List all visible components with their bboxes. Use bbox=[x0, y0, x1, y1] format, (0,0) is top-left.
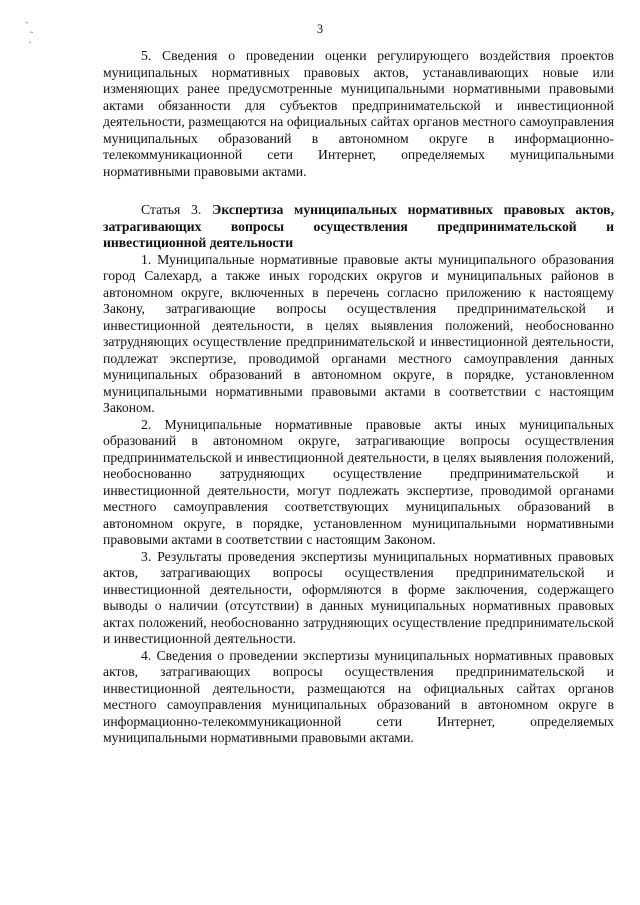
page-number: 3 bbox=[316, 22, 324, 36]
paragraph-5: 5. Сведения о проведении оценки регулирующего воздействия проектов муниципальных нормативных правовых актов, устанавливающих новые или изменяющих ранее предусмотренные муниципальными нормативными правовыми актами обязанности для субъектов предпринимательской и инвестиционной деятельности, размещаются на официальных сайтах органов местного самоуправления муниципальных образований в автономном округе в информационно-телекоммуникационной сети Интернет, определяемых муниципальными нормативными правовыми актами. bbox=[103, 48, 614, 179]
article-paragraph-2: 2. Муниципальные нормативные правовые акты иных муниципальных образований в автономном округе, затрагивающие вопросы осуществления предпринимательской и инвестиционной деятельности, в целях выявления положений, необоснованно затрудняющих осуществление предпринимательской и инвестиционной деятельности, могут подлежать экспертизе, проводимой органами местного самоуправления соответствующих муниципальных образований в автономном округе, в порядке, установленном муниципальными нормативными правовыми актами в соответствии с настоящим Законом. bbox=[103, 416, 614, 547]
article-label: Статья 3. bbox=[141, 202, 202, 217]
article-title: Экспертиза муниципальных нормативных правовых актов, затрагивающих вопросы осуществления предпринимательской и инвестиционной деятельности bbox=[103, 202, 614, 250]
article-paragraph-4: 4. Сведения о проведении экспертизы муниципальных нормативных правовых актов, затрагивающих вопросы осуществления предпринимательской и инвестиционной деятельности, размещаются на официальных сайтах органов местного самоуправления муниципальных образований в автономном округе в информационно-телекоммуникационной сети Интернет, определяемых муниципальными нормативными правовыми актами. bbox=[103, 647, 614, 745]
article-paragraph-1: 1. Муниципальные нормативные правовые акты муниципального образования город Салехард, а также иных городских округов и муниципальных районов в автономном округе, включенных в перечень согласно приложению к настоящему Закону, затрагивающие вопросы осуществления предпринимательской и инвестиционной деятельности, в целях выявления положений, необоснованно затрудняющих осуществление предпринимательской и инвестиционной деятельности, подлежат экспертизе, проводимой органами местного самоуправления данных муниципальных образований в автономном округе, в порядке, установленном муниципальными нормативными правовыми актами в соответствии с настоящим Законом. bbox=[103, 251, 614, 415]
article-heading bbox=[103, 202, 614, 252]
document-body bbox=[103, 48, 614, 747]
article-paragraph-3: 3. Результаты проведения экспертизы муниципальных нормативных правовых актов, затрагивающих вопросы осуществления предпринимательской и инвестиционной деятельности, оформляются в форме заключения, содержащего выводы о наличии (отсутствии) в данных муниципальных нормативных правовых актах положений, необоснованно затрудняющих осуществление предпринимательской и инвестиционной деятельности. bbox=[103, 548, 614, 646]
